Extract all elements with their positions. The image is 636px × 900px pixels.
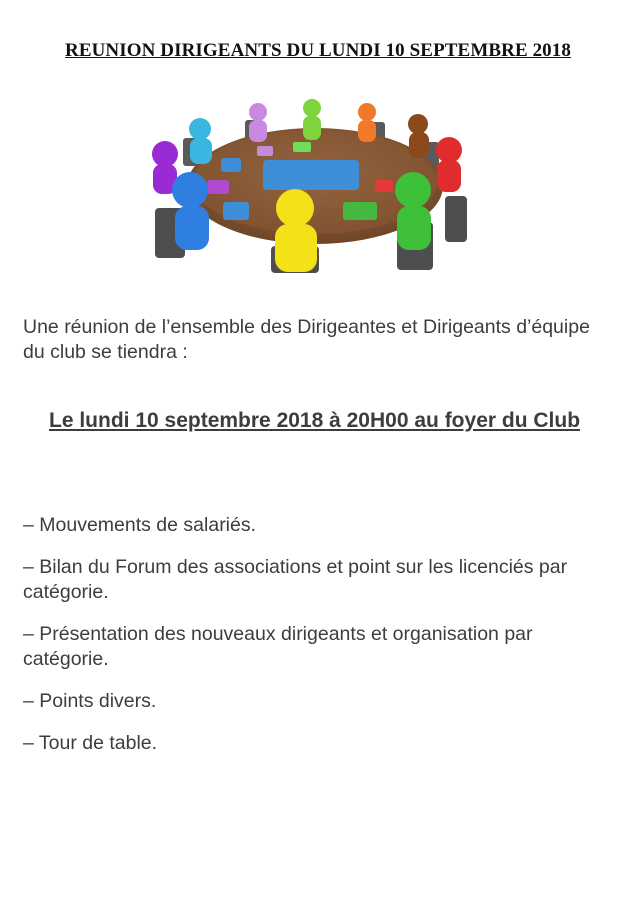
agenda-item: – Présentation des nouveaux dirigeants et organisation par catégorie.: [23, 623, 533, 670]
meeting-date-line: [23, 407, 618, 435]
agenda-item: – Bilan du Forum des associations et point sur les licenciés par catégorie.: [23, 556, 568, 603]
meeting-date-text: Le lundi 10 septembre 2018 à 20H00 au foyer du Club: [49, 409, 581, 432]
meeting-illustration: [145, 98, 475, 273]
intro-paragraph: Une réunion de l’ensemble des Dirigeantes et Dirigeants d’équipe du club se tiendra :: [23, 316, 590, 363]
agenda-list: [23, 513, 623, 773]
agenda-item: – Points divers.: [23, 690, 157, 712]
agenda-item: – Mouvements de salariés.: [23, 514, 257, 536]
page-title: REUNION DIRIGEANTS DU LUNDI 10 SEPTEMBRE 2018: [65, 40, 571, 61]
agenda-item: – Tour de table.: [23, 732, 158, 754]
